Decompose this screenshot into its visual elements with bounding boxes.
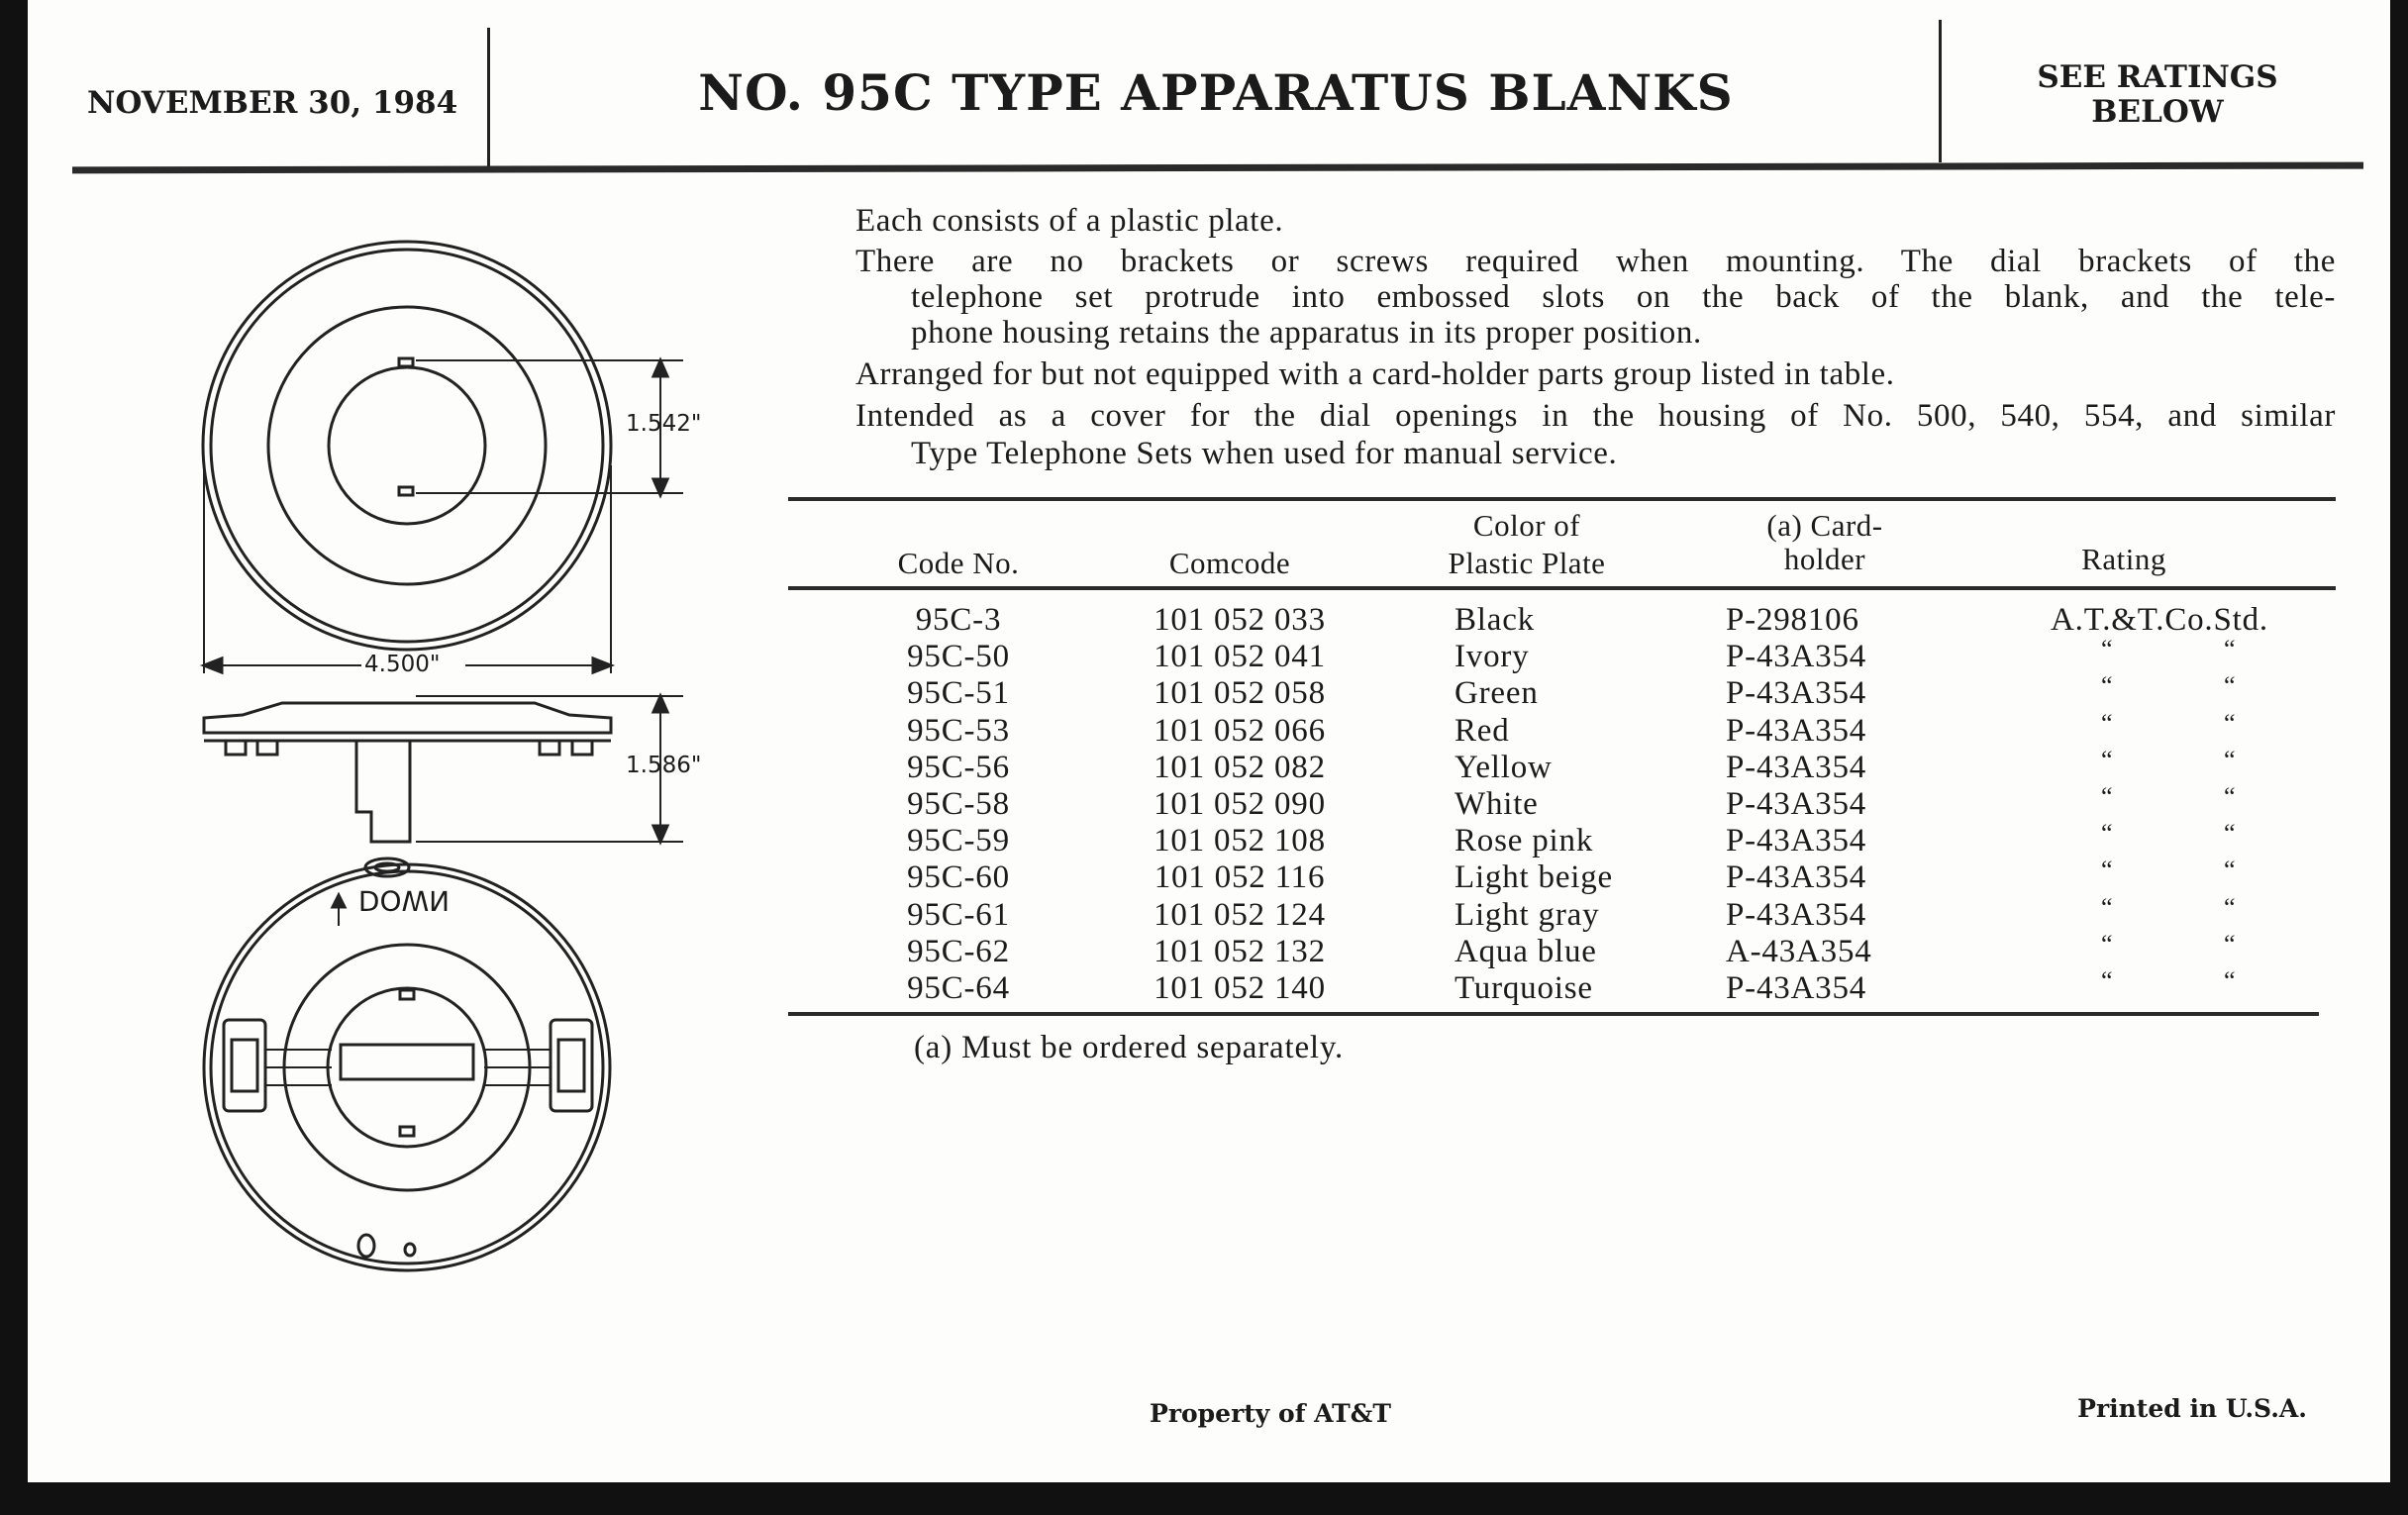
down-marking: DOWN: [357, 884, 451, 917]
cell-rating-ditto: “: [2224, 635, 2237, 664]
cell-comcode: 101 052 033: [1154, 602, 1326, 638]
page-title: NO. 95C TYPE APPARATUS BLANKS: [698, 63, 1734, 122]
cell-rating-ditto: “: [2224, 892, 2237, 922]
cell-comcode: 101 052 082: [1154, 749, 1326, 785]
cell-rating: A.T.&T.Co.Std.: [2051, 602, 2268, 638]
ratings-note-line1: SEE RATINGS: [2037, 59, 2278, 95]
cell-card-holder: P-43A354: [1726, 859, 1867, 896]
cell-card-holder: P-298106: [1726, 602, 1859, 638]
column-header-code: Code No.: [897, 546, 1020, 580]
cell-rating-ditto: “: [2224, 819, 2237, 849]
dimension-outer-diameter: 4.500": [364, 652, 441, 677]
cell-rating-ditto: “: [2101, 856, 2114, 885]
cell-comcode: 101 052 066: [1154, 712, 1326, 749]
dimension-height: 1.586": [626, 753, 702, 778]
cell-comcode: 101 052 090: [1154, 786, 1326, 822]
cell-rating-ditto: “: [2224, 929, 2237, 959]
cell-rating-ditto: “: [2224, 671, 2237, 701]
cell-comcode: 101 052 132: [1154, 933, 1326, 969]
cell-plate-color: Ivory: [1455, 639, 1530, 675]
cell-code-no: 95C-64: [907, 970, 1010, 1006]
table-header-rule: [788, 586, 2336, 590]
description-line: Type Telephone Sets when used for manual service.: [911, 436, 1618, 471]
table-bottom-rule: [788, 1012, 2319, 1016]
column-header-comcode: Comcode: [1168, 546, 1291, 580]
description-line: There are no brackets or screws required when mounting. The dial brackets of the: [855, 244, 2336, 279]
cell-card-holder: P-43A354: [1726, 786, 1867, 822]
cell-plate-color: Red: [1455, 712, 1510, 749]
cell-card-holder: A-43A354: [1726, 933, 1872, 969]
cell-plate-color: Black: [1455, 602, 1535, 638]
cell-code-no: 95C-59: [907, 823, 1010, 859]
cell-rating-ditto: “: [2224, 966, 2237, 995]
cell-comcode: 101 052 116: [1154, 859, 1326, 896]
cell-plate-color: Aqua blue: [1455, 933, 1597, 969]
cell-code-no: 95C-50: [907, 639, 1010, 675]
column-header-color-line1: Color of: [1472, 508, 1581, 543]
cell-code-no: 95C-3: [915, 602, 1002, 638]
cell-rating-ditto: “: [2224, 708, 2237, 738]
cell-plate-color: Green: [1455, 675, 1539, 712]
apparatus-blank-drawing: [0, 0, 752, 1287]
cell-code-no: 95C-62: [907, 933, 1010, 969]
cell-rating-ditto: “: [2101, 819, 2114, 849]
cell-card-holder: P-43A354: [1726, 712, 1867, 749]
cell-rating-ditto: “: [2101, 708, 2114, 738]
cell-code-no: 95C-56: [907, 749, 1010, 785]
cell-rating-ditto: “: [2101, 929, 2114, 959]
cell-card-holder: P-43A354: [1726, 675, 1867, 712]
cell-card-holder: P-43A354: [1726, 749, 1867, 785]
header-divider-right: [1939, 20, 1942, 162]
header-date: NOVEMBER 30, 1984: [87, 85, 458, 121]
description-line: Each consists of a plastic plate.: [855, 203, 1284, 239]
cell-rating-ditto: “: [2101, 966, 2114, 995]
cell-plate-color: Light beige: [1455, 859, 1614, 896]
cell-plate-color: White: [1455, 786, 1539, 822]
cell-card-holder: P-43A354: [1726, 823, 1867, 859]
cell-comcode: 101 052 041: [1154, 639, 1326, 675]
cell-rating-ditto: “: [2224, 856, 2237, 885]
description-line: phone housing retains the apparatus in its proper position.: [911, 315, 1702, 351]
scan-border-right: [2390, 0, 2408, 1515]
bottom-view: [204, 858, 610, 1270]
scan-border-bottom: [0, 1482, 2408, 1515]
cell-rating-ditto: “: [2224, 782, 2237, 811]
cell-code-no: 95C-58: [907, 786, 1010, 822]
cell-rating-ditto: “: [2101, 892, 2114, 922]
ratings-note-line2: BELOW: [2091, 94, 2224, 130]
dimension-inner-diameter: 1.542": [626, 411, 702, 437]
cell-rating-ditto: “: [2101, 782, 2114, 811]
table-top-rule: [788, 497, 2336, 501]
column-header-rating: Rating: [2081, 542, 2166, 576]
description-line: telephone set protrude into embossed slots on the back of the blank, and the tele-: [911, 279, 2336, 315]
cell-plate-color: Rose pink: [1455, 823, 1594, 859]
column-header-color-line2: Plastic Plate: [1448, 546, 1606, 580]
side-view: [204, 696, 683, 842]
cell-comcode: 101 052 058: [1154, 675, 1326, 712]
column-header-card-line2: holder: [1783, 542, 1866, 576]
cell-rating-ditto: “: [2101, 745, 2114, 774]
cell-rating-ditto: “: [2224, 745, 2237, 774]
footer-printed: Printed in U.S.A.: [2077, 1394, 2307, 1423]
cell-rating-ditto: “: [2101, 635, 2114, 664]
description-line: Intended as a cover for the dial openings in the housing of No. 500, 540, 554, and similar: [855, 398, 2336, 434]
table-footnote: (a) Must be ordered separately.: [914, 1030, 1345, 1065]
column-header-card-line1: (a) Card-: [1766, 508, 1883, 543]
cell-code-no: 95C-60: [907, 859, 1010, 896]
cell-comcode: 101 052 108: [1154, 823, 1326, 859]
cell-card-holder: P-43A354: [1726, 970, 1867, 1006]
cell-card-holder: P-43A354: [1726, 896, 1867, 933]
cell-comcode: 101 052 140: [1154, 970, 1326, 1006]
cell-code-no: 95C-51: [907, 675, 1010, 712]
footer-property: Property of AT&T: [1150, 1399, 1391, 1428]
top-view: [203, 242, 683, 673]
cell-plate-color: Light gray: [1455, 896, 1600, 933]
cell-rating-ditto: “: [2101, 671, 2114, 701]
cell-card-holder: P-43A354: [1726, 639, 1867, 675]
description-line: Arranged for but not equipped with a card-holder parts group listed in table.: [855, 356, 1895, 392]
cell-plate-color: Yellow: [1455, 749, 1553, 785]
cell-plate-color: Turquoise: [1455, 970, 1593, 1006]
cell-comcode: 101 052 124: [1154, 896, 1326, 933]
cell-code-no: 95C-53: [907, 712, 1010, 749]
cell-code-no: 95C-61: [907, 896, 1010, 933]
